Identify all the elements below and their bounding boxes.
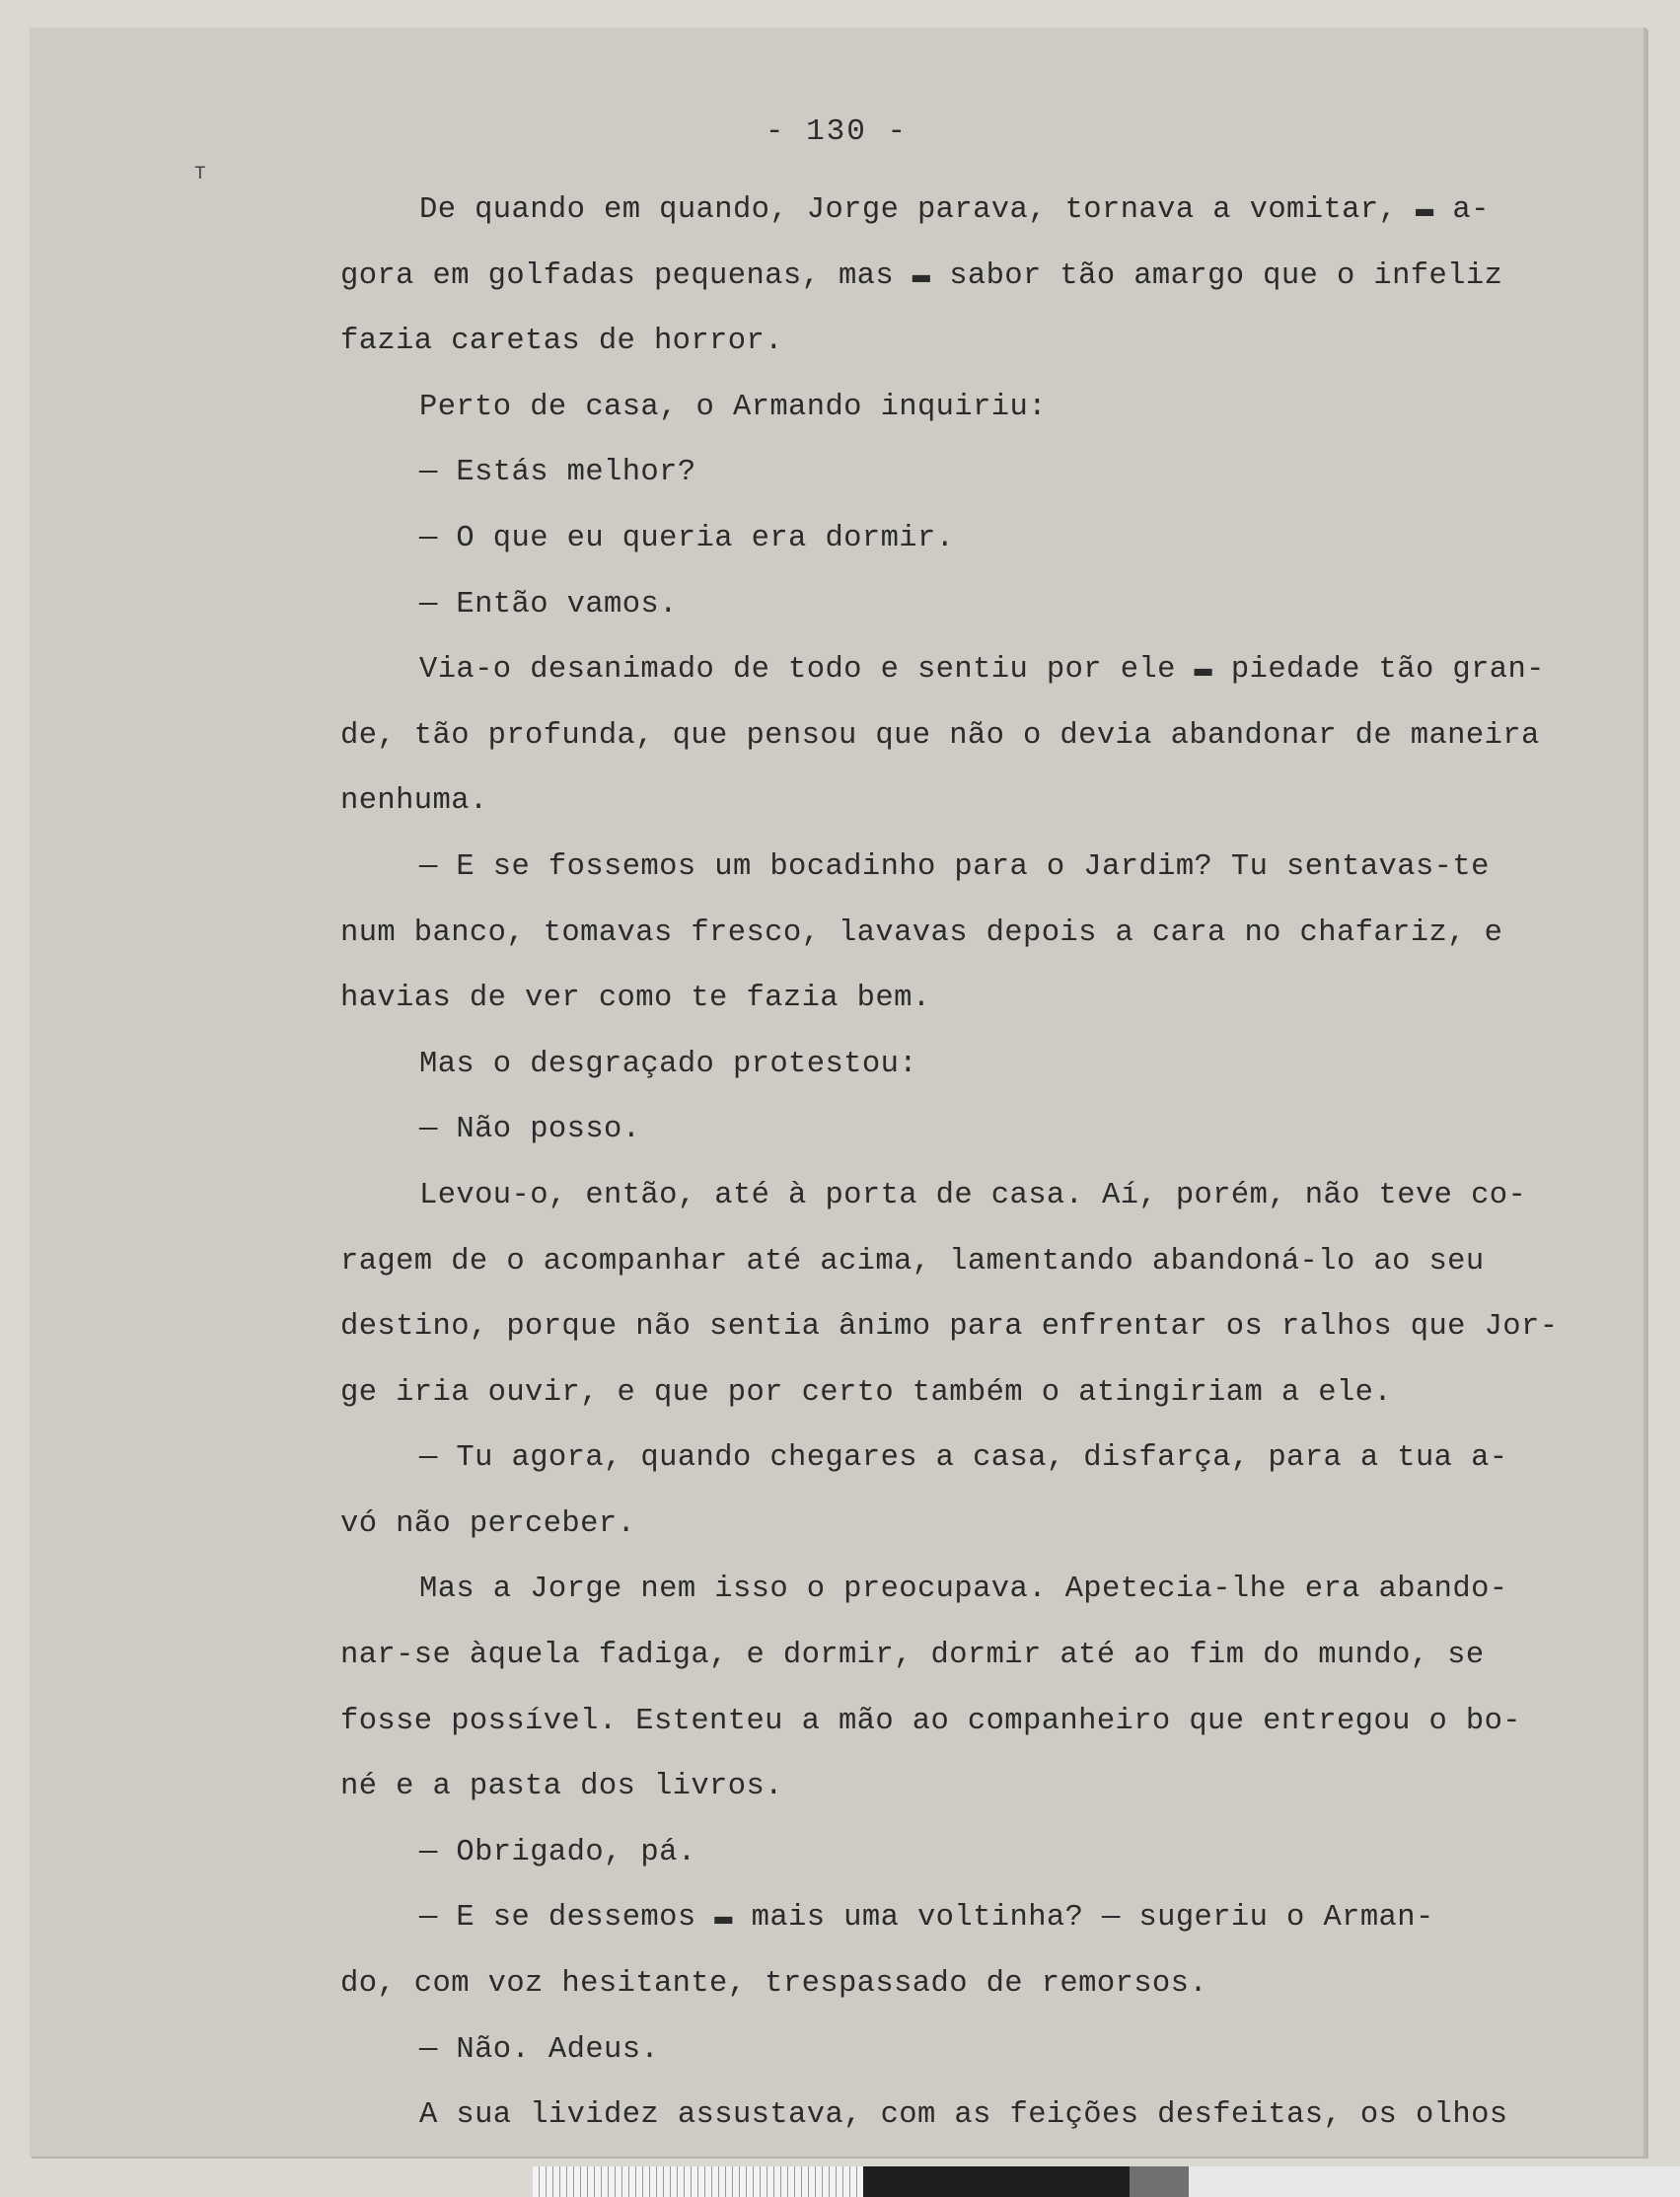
- text-line: né e a pasta dos livros.: [340, 1770, 783, 1804]
- text-line: — E se dessemos ▬ mais uma voltinha? — sugeriu o Arman-: [419, 1901, 1434, 1936]
- body-text: [340, 178, 1662, 2149]
- text-line: De quando em quando, Jorge parava, tornava a vomitar, ▬ a-: [419, 193, 1490, 227]
- text-line: — Não posso.: [419, 1113, 641, 1147]
- text-line: Perto de casa, o Armando inquiriu:: [419, 390, 1047, 424]
- text-line: Mas o desgraçado protestou:: [419, 1047, 917, 1081]
- text-line: gora em golfadas pequenas, mas ▬ sabor tão amargo que o infeliz: [340, 258, 1503, 293]
- text-line: — Então vamos.: [419, 587, 678, 622]
- text-line: destino, porque não sentia ânimo para enfrentar os ralhos que Jor-: [340, 1310, 1559, 1345]
- text-line: nar-se àquela fadiga, e dormir, dormir até ao fim do mundo, se: [340, 1639, 1485, 1673]
- ruler-grey-segment: [1130, 2166, 1189, 2197]
- text-line: — Obrigado, pá.: [419, 1835, 696, 1869]
- text-line: Mas a Jorge nem isso o preocupava. Apetecia-lhe era abando-: [419, 1573, 1508, 1607]
- ruler-white-segment: [533, 2166, 863, 2197]
- text-line: Levou-o, então, até à porta de casa. Aí, porém, não teve co-: [419, 1178, 1527, 1212]
- text-line: fosse possível. Estenteu a mão ao companheiro que entregou o bo-: [340, 1704, 1521, 1738]
- ruler-light-segment: [1189, 2166, 1680, 2197]
- text-line: havias de ver como te fazia bem.: [340, 982, 931, 1016]
- typewritten-page: [30, 28, 1646, 2157]
- text-line: vó não perceber.: [340, 1506, 636, 1541]
- text-line: do, com voz hesitante, trespassado de remorsos.: [340, 1967, 1208, 2002]
- color-scale-ruler: [533, 2166, 1680, 2197]
- text-line: — Estás melhor?: [419, 456, 696, 490]
- text-line: — Não. Adeus.: [419, 2032, 660, 2067]
- text-line: Via-o desanimado de todo e sentiu por ele ▬ piedade tão gran-: [419, 653, 1545, 688]
- text-line: — Tu agora, quando chegares a casa, disfarça, para a tua a-: [419, 1441, 1508, 1476]
- text-line: A sua lividez assustava, com as feições desfeitas, os olhos: [419, 2098, 1508, 2133]
- text-line: — O que eu queria era dormir.: [419, 521, 955, 555]
- text-line: — E se fossemos um bocadinho para o Jardim? Tu sentavas-te: [419, 849, 1490, 884]
- margin-mark: ᵀ: [192, 163, 208, 192]
- page-number: - 130 -: [765, 114, 909, 149]
- text-line: nenhuma.: [340, 784, 488, 819]
- text-line: ge iria ouvir, e que por certo também o atingiriam a ele.: [340, 1375, 1393, 1410]
- text-line: ragem de o acompanhar até acima, lamentando abandoná-lo ao seu: [340, 1244, 1485, 1279]
- text-line: fazia caretas de horror.: [340, 325, 783, 359]
- text-line: num banco, tomavas fresco, lavavas depois a cara no chafariz, e: [340, 915, 1503, 950]
- ruler-black-segment: [863, 2166, 1130, 2197]
- text-line: de, tão profunda, que pensou que não o devia abandonar de maneira: [340, 718, 1540, 753]
